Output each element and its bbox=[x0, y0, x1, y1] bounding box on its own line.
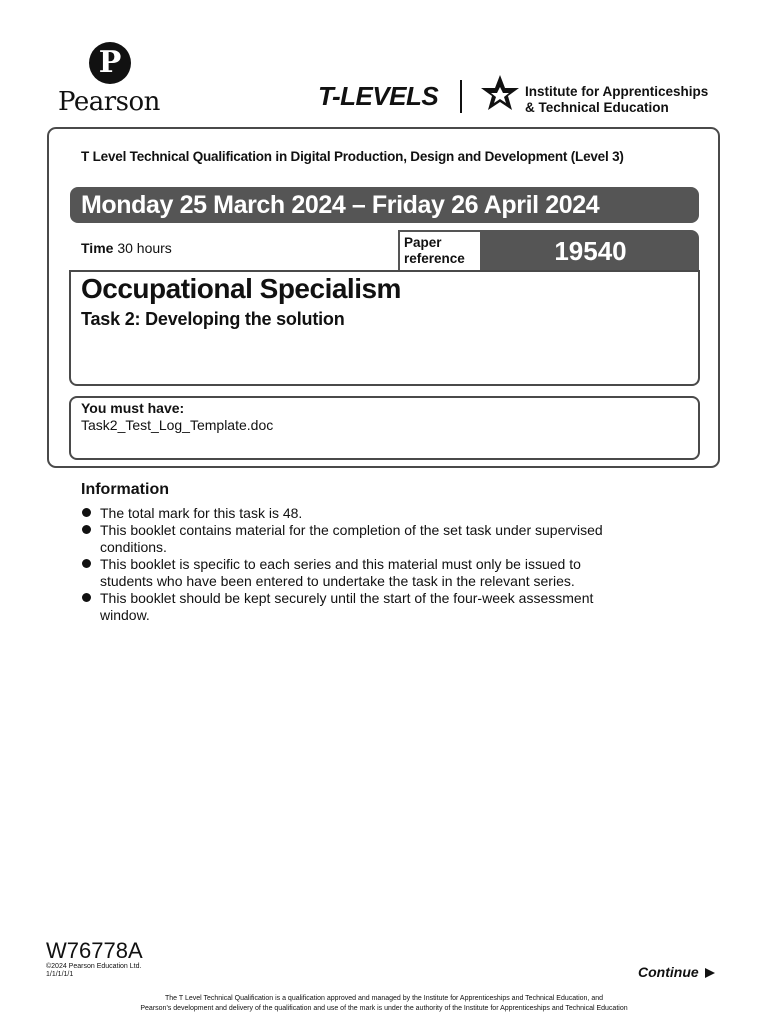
specialism-title: Occupational Specialism bbox=[81, 273, 401, 304]
pearson-mark-icon: P bbox=[89, 42, 131, 84]
logo-divider bbox=[460, 80, 462, 113]
bullet-icon bbox=[82, 508, 91, 517]
list-item: This booklet contains material for the completion of the set task under supervised conditions. bbox=[81, 522, 611, 556]
legal-notice: The T Level Technical Qualification is a qualification approved and managed by the Institute for Apprenticeships and Technical Education, and Pearson's development and delivery of the qualification and use of the mark is under the authority of the Institute for Apprenticeships and Technical Education bbox=[140, 995, 628, 1012]
exam-dates: Monday 25 March 2024 – Friday 26 April 2024 bbox=[70, 187, 699, 223]
pearson-wordmark: Pearson bbox=[58, 87, 160, 117]
list-item: The total mark for this task is 48. bbox=[81, 505, 611, 522]
pearson-logo bbox=[58, 42, 168, 117]
paper-reference-number: 19540 bbox=[554, 236, 627, 266]
time-allowed: Time 30 hours bbox=[81, 240, 172, 256]
information-list bbox=[81, 505, 611, 624]
must-have-item: Task2_Test_Log_Template.doc bbox=[81, 417, 274, 433]
ifate-logo-text: Institute for Apprenticeships & Technical Education bbox=[525, 84, 709, 115]
continue-label: Continue bbox=[638, 964, 699, 980]
ifate-star-icon bbox=[480, 74, 520, 112]
qualification-title: T Level Technical Qualification in Digital Production, Design and Development (Level 3) bbox=[81, 149, 624, 164]
tlevels-logo: T-LEVELS bbox=[318, 81, 439, 111]
paper-code: W76778A bbox=[46, 938, 143, 963]
paper-reference-label: Paper reference bbox=[400, 232, 480, 270]
bullet-icon bbox=[82, 559, 91, 568]
list-item: This booklet is specific to each series and this material must only be issued to students who have been entered to undertake the task in the relevant series. bbox=[81, 556, 611, 590]
must-have-label: You must have: bbox=[81, 400, 185, 416]
list-item: This booklet should be kept securely until the start of the four-week assessment window. bbox=[81, 590, 611, 624]
copyright: ©2024 Pearson Education Ltd. 1/1/1/1/1 bbox=[46, 963, 142, 978]
arrow-right-icon bbox=[705, 968, 715, 978]
task-title: Task 2: Developing the solution bbox=[81, 309, 345, 329]
bullet-icon bbox=[82, 525, 91, 534]
bullet-icon bbox=[82, 593, 91, 602]
information-heading: Information bbox=[81, 481, 169, 498]
